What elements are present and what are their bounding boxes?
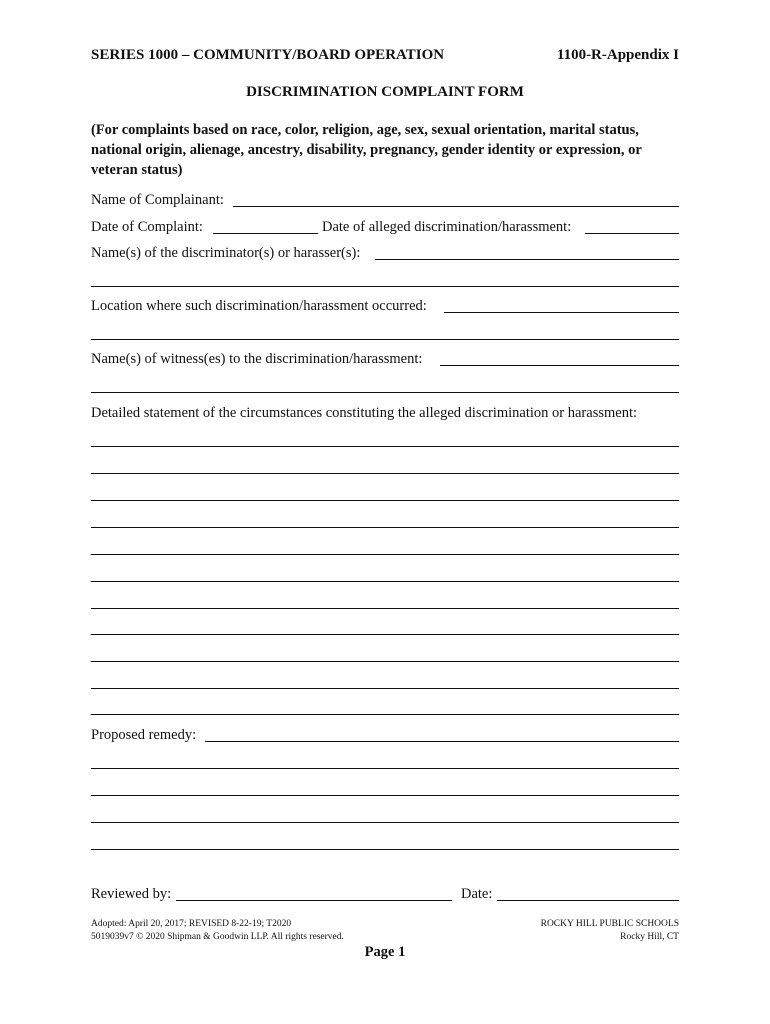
date-of-alleged-field[interactable] xyxy=(585,233,679,234)
location-field[interactable] xyxy=(444,312,679,313)
page-number: Page 1 xyxy=(364,944,406,960)
statement-line[interactable] xyxy=(91,688,679,689)
statement-line[interactable] xyxy=(91,527,679,528)
statement-line[interactable] xyxy=(91,634,679,635)
statement-line[interactable] xyxy=(91,473,679,474)
location-field-line-2[interactable] xyxy=(91,339,679,340)
copyright-text: 5019039v7 © 2020 Shipman & Goodwin LLP. All rights reserved. xyxy=(91,932,344,942)
footer-right xyxy=(541,918,679,944)
policy-code: 1100-R-Appendix I xyxy=(556,47,679,63)
date-of-complaint-label: Date of Complaint: xyxy=(91,219,203,235)
name-of-complainant-label: Name of Complainant: xyxy=(91,192,224,208)
date-field[interactable] xyxy=(497,900,679,901)
proposed-remedy-line[interactable] xyxy=(91,795,679,796)
organization-name: ROCKY HILL PUBLIC SCHOOLS xyxy=(540,919,679,929)
proposed-remedy-line[interactable] xyxy=(91,768,679,769)
adopted-text: Adopted: April 20, 2017; REVISED 8-22-19; T2020 xyxy=(91,919,292,929)
statement-line[interactable] xyxy=(91,608,679,609)
statement-line[interactable] xyxy=(91,446,679,447)
reviewed-by-field[interactable] xyxy=(176,900,452,901)
organization-location: Rocky Hill, CT xyxy=(620,932,679,942)
date-of-alleged-label: Date of alleged discrimination/harassment: xyxy=(322,219,572,235)
witnesses-label: Name(s) of witness(es) to the discrimination/harassment: xyxy=(91,351,423,367)
witnesses-field[interactable] xyxy=(440,365,679,366)
date-label: Date: xyxy=(461,886,493,902)
intro-text: (For complaints based on race, color, religion, age, sex, sexual orientation, marital status, national origin, alienage, ancestry, disability, pregnancy, gender identity or expression, or veteran status) xyxy=(91,122,642,178)
discriminator-names-field[interactable] xyxy=(375,259,679,260)
date-of-complaint-field[interactable] xyxy=(213,233,318,234)
name-of-complainant-field[interactable] xyxy=(233,206,679,207)
witnesses-field-line-2[interactable] xyxy=(91,392,679,393)
proposed-remedy-line[interactable] xyxy=(91,849,679,850)
statement-line[interactable] xyxy=(91,661,679,662)
statement-line[interactable] xyxy=(91,554,679,555)
discriminator-names-field-line-2[interactable] xyxy=(91,286,679,287)
statement-line[interactable] xyxy=(91,500,679,501)
form-title: DISCRIMINATION COMPLAINT FORM xyxy=(246,84,524,100)
discriminator-names-label: Name(s) of the discriminator(s) or harasser(s): xyxy=(91,245,361,261)
location-label: Location where such discrimination/harassment occurred: xyxy=(91,298,427,314)
proposed-remedy-field[interactable] xyxy=(205,741,679,742)
statement-line[interactable] xyxy=(91,581,679,582)
reviewed-by-label: Reviewed by: xyxy=(91,886,172,902)
footer-left xyxy=(91,918,344,944)
proposed-remedy-label: Proposed remedy: xyxy=(91,727,197,743)
series-header: SERIES 1000 – COMMUNITY/BOARD OPERATION xyxy=(91,47,445,63)
proposed-remedy-line[interactable] xyxy=(91,822,679,823)
statement-line[interactable] xyxy=(91,714,679,715)
statement-label: Detailed statement of the circumstances constituting the alleged discrimination or harassment: xyxy=(91,405,638,421)
